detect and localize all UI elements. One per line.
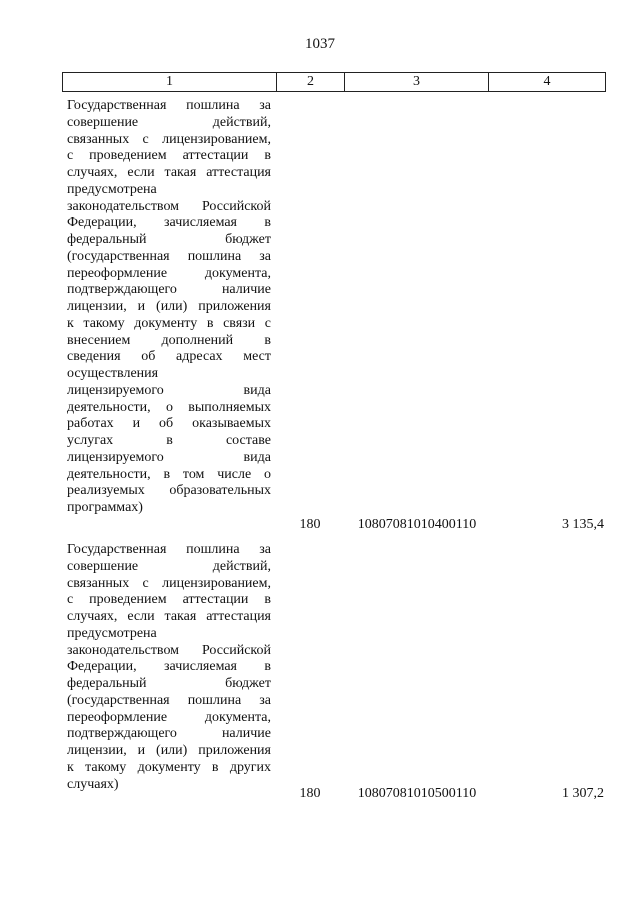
description-line: лицензируемого вида [67, 382, 271, 398]
description-line: федеральный бюджет [67, 232, 271, 247]
revenue-description-2 [67, 542, 271, 793]
description-line: внесением дополнений в [67, 332, 271, 348]
description-line: случаях) [67, 776, 119, 792]
description-line: федеральный бюджет [67, 676, 271, 691]
amount-1: 3 135,4 [562, 517, 604, 532]
description-line: Федерации, зачисляемая в [67, 659, 271, 675]
description-line: совершение действий, [67, 114, 271, 130]
description-line: случаях, если такая аттестация [67, 165, 271, 180]
column-header-row [62, 72, 606, 92]
description-line: лицензии, и (или) приложения [67, 743, 271, 758]
description-line: совершение действий, [67, 558, 271, 574]
description-line: к такому документу в связи с [67, 315, 271, 331]
description-line: осуществления [67, 366, 159, 381]
admin-code-1: 180 [299, 517, 321, 532]
description-line: переоформление документа, [67, 709, 271, 725]
description-line: переоформление документа, [67, 265, 271, 281]
column-number-2: 2 [277, 73, 345, 92]
column-number-3: 3 [345, 73, 489, 92]
description-line: Государственная пошлина за [67, 98, 271, 113]
column-number-4: 4 [489, 73, 606, 92]
description-line: (государственная пошлина за [67, 248, 271, 264]
column-number-1: 1 [63, 73, 277, 92]
description-line: случаях, если такая аттестация [67, 609, 271, 624]
description-line: к такому документу в других [67, 759, 271, 775]
description-line: законодательством Российской [67, 198, 271, 214]
description-line: лицензируемого вида [67, 449, 271, 465]
description-line: услугах в составе [67, 433, 271, 448]
kbk-code-2: 10807081010500110 [357, 786, 477, 801]
description-line: с проведением аттестации в [67, 148, 271, 164]
admin-code-2: 180 [299, 786, 321, 801]
description-line: программах) [67, 500, 143, 515]
description-line: Федерации, зачисляемая в [67, 215, 271, 231]
description-line: реализуемых образовательных [67, 483, 271, 499]
description-line: подтверждающего наличие [67, 726, 271, 742]
description-line: подтверждающего наличие [67, 282, 271, 298]
description-line: лицензии, и (или) приложения [67, 299, 271, 314]
description-line: связанных с лицензированием, [67, 575, 271, 591]
description-line: предусмотрена [67, 625, 157, 641]
description-line: деятельности, о выполняемых [67, 399, 271, 415]
kbk-code-1: 10807081010400110 [357, 517, 477, 532]
revenue-description-1 [67, 98, 271, 517]
description-line: с проведением аттестации в [67, 592, 271, 608]
description-line: сведения об адресах мест [67, 349, 271, 365]
amount-2: 1 307,2 [562, 786, 604, 801]
page-number: 1037 [305, 36, 335, 52]
description-line: связанных с лицензированием, [67, 131, 271, 147]
description-line: работах и об оказываемых [67, 416, 271, 432]
description-line: Государственная пошлина за [67, 542, 271, 557]
description-line: законодательством Российской [67, 642, 271, 658]
description-line: деятельности, в том числе о [67, 466, 271, 482]
description-line: предусмотрена [67, 181, 157, 197]
description-line: (государственная пошлина за [67, 692, 271, 708]
